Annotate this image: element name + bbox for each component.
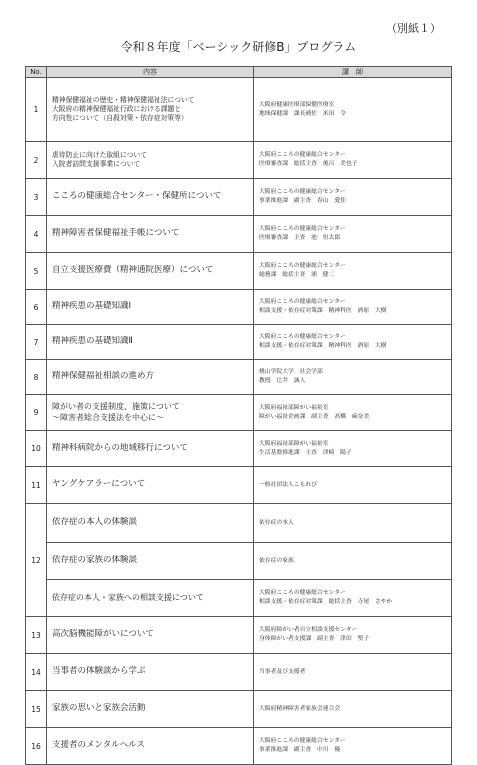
table-row bbox=[26, 395, 452, 431]
lecturer-line: 事業推進課 副主査 中川 優 bbox=[259, 747, 341, 753]
lecturer-line: 大阪府こころの健康総合センター bbox=[259, 152, 346, 159]
row-topic bbox=[47, 395, 254, 431]
lecturer-line: 地域保健課 課長補佐 米田 令 bbox=[259, 110, 346, 117]
row-lecturer bbox=[254, 543, 452, 580]
lecturer-line: 生活基盤推進課 主査 津崎 陽子 bbox=[259, 449, 352, 456]
table-row bbox=[26, 543, 452, 580]
topic-line: 支援者のメンタルヘルス bbox=[52, 740, 145, 751]
row-number: 7 bbox=[26, 325, 47, 360]
table-row bbox=[26, 691, 452, 728]
lecturer-line: 相談支援・依存症対策課 精神科医 酒原 大樹 bbox=[259, 308, 387, 314]
lecturer-line: 身体障がい者支援課 副主査 津田 聖子 bbox=[259, 636, 370, 642]
row-topic bbox=[47, 216, 254, 253]
table-row bbox=[26, 654, 452, 691]
table-row bbox=[26, 617, 452, 654]
topic-line: 当事者の体験談から学ぶ bbox=[52, 666, 146, 677]
topic-line: 精神疾患の基礎知識Ⅰ bbox=[52, 301, 132, 312]
lecturer-line: 大阪府こころの健康総合センター bbox=[259, 738, 346, 745]
topic-line: 精神障害者保健福祉手帳について bbox=[52, 228, 180, 239]
header-lecturer: 講 師 bbox=[254, 67, 452, 78]
row-lecturer bbox=[254, 142, 452, 179]
topic-line: 精神保健福祉の歴史・精神保健福祉法について bbox=[52, 95, 195, 104]
row-number: 1 bbox=[26, 78, 47, 142]
program-table bbox=[25, 66, 452, 765]
row-topic bbox=[47, 467, 254, 504]
table-header-row bbox=[26, 67, 452, 78]
topic-line: 精神科病院からの地域移行について bbox=[52, 442, 188, 453]
topic-line: 依存症の本人・家族への相談支援について bbox=[52, 592, 204, 602]
header-no: No. bbox=[26, 67, 47, 78]
lecturer-line: 相談支援・依存症対策課 精神科医 酒原 大樹 bbox=[259, 343, 387, 349]
topic-line: 精神保健福祉相談の進め方 bbox=[52, 371, 155, 382]
lecturer-line: 大阪府精神障害者家族会連合会 bbox=[259, 705, 341, 712]
table-row bbox=[26, 431, 452, 467]
row-number: 5 bbox=[26, 253, 47, 290]
lecturer-line: 大阪府福祉部障がい福祉室 bbox=[259, 404, 329, 411]
lecturer-line: 障がい福祉企画課 副主査 髙橋 麻奈美 bbox=[259, 413, 370, 420]
row-lecturer bbox=[254, 617, 452, 654]
row-topic bbox=[47, 253, 254, 290]
row-lecturer bbox=[254, 431, 452, 467]
row-number: 2 bbox=[26, 142, 47, 179]
table-row bbox=[26, 142, 452, 179]
row-topic bbox=[47, 728, 254, 765]
lecturer-line: 教授 辻井 誠人 bbox=[259, 378, 306, 384]
lecturer-line: 一般社団法人こもれび bbox=[259, 481, 317, 488]
topic-line: 大阪府の精神保健福祉行政における課題と bbox=[52, 104, 182, 113]
page-title: 令和８年度「ベーシック研修B」プログラム bbox=[120, 40, 357, 54]
row-topic bbox=[47, 543, 254, 580]
row-topic bbox=[47, 142, 254, 179]
topic-line: 高次脳機能障がいについて bbox=[52, 629, 154, 640]
row-lecturer bbox=[254, 580, 452, 617]
row-topic bbox=[47, 360, 254, 395]
lecturer-line: 事業推進課 副主査 春山 愛佳 bbox=[259, 198, 346, 204]
row-topic bbox=[47, 691, 254, 728]
row-lecturer bbox=[254, 728, 452, 765]
row-lecturer bbox=[254, 325, 452, 360]
lecturer-line: 大阪府こころの健康総合センター bbox=[259, 226, 346, 233]
lecturer-line: 大阪府こころの健康総合センター bbox=[259, 263, 346, 270]
row-topic bbox=[47, 78, 254, 142]
lecturer-line: 大阪府健康医療部保健医療室 bbox=[259, 101, 335, 108]
topic-line: 家族の思いと家族会活動 bbox=[52, 703, 146, 714]
topic-line: ～障害者総合支援法を中心に～ bbox=[52, 412, 164, 422]
lecturer-line: 桃山学院大学 社会学部 bbox=[259, 369, 323, 376]
row-number: 13 bbox=[26, 617, 47, 654]
row-lecturer bbox=[254, 290, 452, 325]
topic-line: 虐待防止に向けた取組について bbox=[52, 150, 148, 159]
lecturer-line: 相談支援・依存症対策課 総括主査 寺尾 さやか bbox=[259, 599, 393, 605]
table-row bbox=[26, 580, 452, 617]
topic-line: 自立支援医療費（精神通院医療）について bbox=[52, 265, 214, 276]
lecturer-line: 医療審査課 総括主査 後呂 美也子 bbox=[259, 161, 358, 167]
table-row bbox=[26, 467, 452, 504]
row-lecturer bbox=[254, 179, 452, 216]
row-topic bbox=[47, 179, 254, 216]
row-lecturer bbox=[254, 360, 452, 395]
row-number: 4 bbox=[26, 216, 47, 253]
row-number: 14 bbox=[26, 654, 47, 691]
row-number: 10 bbox=[26, 431, 47, 467]
topic-line: 入院者訪問支援事業について bbox=[52, 160, 141, 168]
row-number: 9 bbox=[26, 395, 47, 431]
row-number: 6 bbox=[26, 290, 47, 325]
lecturer-line: 依存症の家族 bbox=[259, 557, 294, 564]
lecturer-line: 大阪府こころの健康総合センター bbox=[259, 590, 346, 597]
row-number: 11 bbox=[26, 467, 47, 504]
lecturer-line: 大阪府こころの健康総合センター bbox=[259, 334, 346, 341]
topic-line: 障がい者の支援制度、施策について bbox=[52, 402, 180, 412]
lecturer-line: 大阪府こころの健康総合センター bbox=[259, 299, 346, 306]
topic-line: 精神疾患の基礎知識Ⅱ bbox=[52, 336, 133, 347]
table-row bbox=[26, 325, 452, 360]
row-lecturer bbox=[254, 467, 452, 504]
topic-line: こころの健康総合センター・保健所について bbox=[52, 191, 222, 202]
topic-line: 依存症の本人の体験談 bbox=[52, 517, 138, 528]
topic-line: ヤングケアラーについて bbox=[52, 479, 146, 490]
row-number: 15 bbox=[26, 691, 47, 728]
row-lecturer bbox=[254, 504, 452, 543]
lecturer-line: 大阪府福祉部障がい福祉室 bbox=[259, 440, 329, 447]
row-lecturer bbox=[254, 395, 452, 431]
table-row bbox=[26, 290, 452, 325]
row-topic bbox=[47, 580, 254, 617]
lecturer-line: 医療審査課 主査 池 恒太郎 bbox=[259, 235, 341, 241]
row-topic bbox=[47, 617, 254, 654]
row-topic bbox=[47, 431, 254, 467]
row-lecturer bbox=[254, 78, 452, 142]
row-lecturer bbox=[254, 216, 452, 253]
lecturer-line: 依存症の本人 bbox=[259, 519, 294, 526]
table-row bbox=[26, 360, 452, 395]
row-number: 3 bbox=[26, 179, 47, 216]
topic-line: 依存症の家族の体験談 bbox=[52, 555, 138, 566]
lecturer-line: 総務課 総括主査 浦 健二 bbox=[259, 272, 335, 278]
row-number: 8 bbox=[26, 360, 47, 395]
row-topic bbox=[47, 504, 254, 543]
row-topic bbox=[47, 325, 254, 360]
lecturer-line: 大阪府こころの健康総合センター bbox=[259, 189, 346, 196]
row-topic bbox=[47, 654, 254, 691]
row-lecturer bbox=[254, 253, 452, 290]
table-row bbox=[26, 179, 452, 216]
table-row bbox=[26, 504, 452, 543]
row-lecturer bbox=[254, 691, 452, 728]
table-row bbox=[26, 253, 452, 290]
lecturer-line: 当事者及び支援者 bbox=[259, 668, 306, 675]
row-number: 16 bbox=[26, 728, 47, 765]
table-row bbox=[26, 728, 452, 765]
row-topic bbox=[47, 290, 254, 325]
table-row bbox=[26, 78, 452, 142]
table-row bbox=[26, 216, 452, 253]
row-number: 12 bbox=[26, 504, 47, 617]
lecturer-line: 大阪府障がい者自立相談支援センター bbox=[259, 627, 358, 634]
annex-label: （別紙１） bbox=[386, 22, 441, 35]
header-content: 内容 bbox=[47, 67, 254, 78]
row-lecturer bbox=[254, 654, 452, 691]
topic-line: 方向性について（自殺対策・依存症対策等） bbox=[52, 114, 188, 123]
